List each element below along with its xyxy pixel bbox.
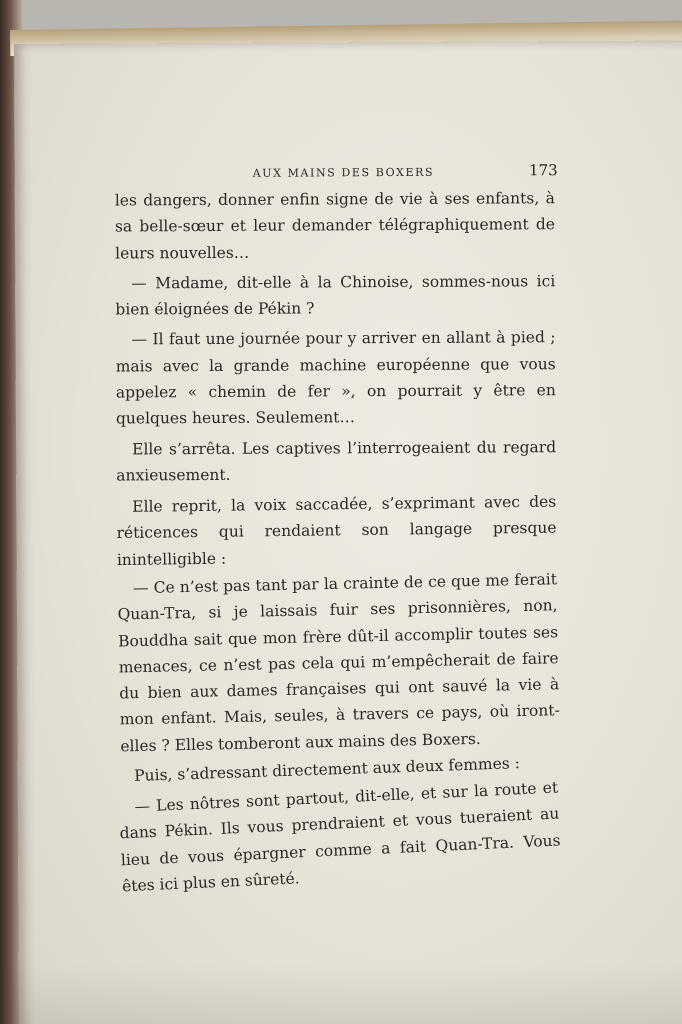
paragraph: — Madame, dit-elle à la Chinoise, sommes-nous ici bien éloignées de Pékin ?	[115, 272, 556, 319]
bottom-shade	[0, 964, 682, 1024]
paragraph: — Il faut une journée pour y arriver en allant à pied ; mais avec la grande machine européenne que vous appelez « chemin de fer », on pourrait y être en quelques heures. Seulement…	[115, 328, 556, 428]
book-page	[14, 40, 682, 1024]
paragraph: les dangers, donner enfin signe de vie à ses enfants, à sa belle-sœur et leur demander télégraphiquement de leurs nouvelles…	[114, 189, 555, 263]
running-title: AUX MAINS DES BOXERS	[252, 165, 435, 180]
page-number: 173	[528, 161, 558, 180]
paragraph: — Ce n’est pas tant par la crainte de ce que me ferait Quan-Tra, si je laissais fuir ses prisonnières, non, Bouddha sait que mon frère dût-il accomplir toutes ses menaces, ce n’est pas cela qui m’empêcherait de faire du bien aux dames françaises qui ont sauvé la vie à mon enfant. Mais, seules, à travers ce pays, où iront-elles ? Elles tomberont aux mains des Boxers.	[117, 570, 560, 756]
running-head	[121, 161, 558, 181]
paragraph: — Les nôtres sont partout, dit-elle, et sur la route et dans Pékin. Ils vous prendraient et vous tueraient au lieu de vous épargner comme a fait Quan-Tra. Vous êtes ici plus en sûreté.	[119, 778, 561, 895]
body-text	[115, 185, 559, 899]
paragraph: Elle reprit, la voix saccadée, s’exprimant avec des réticences qui rendaient son langage presque inintelligible :	[116, 492, 557, 569]
paragraph: Puis, s’adressant directement aux deux femmes :	[133, 754, 521, 786]
paragraph: Elle s’arrêta. Les captives l’interrogeaient du regard anxieusement.	[116, 437, 557, 485]
text-block	[115, 161, 559, 903]
